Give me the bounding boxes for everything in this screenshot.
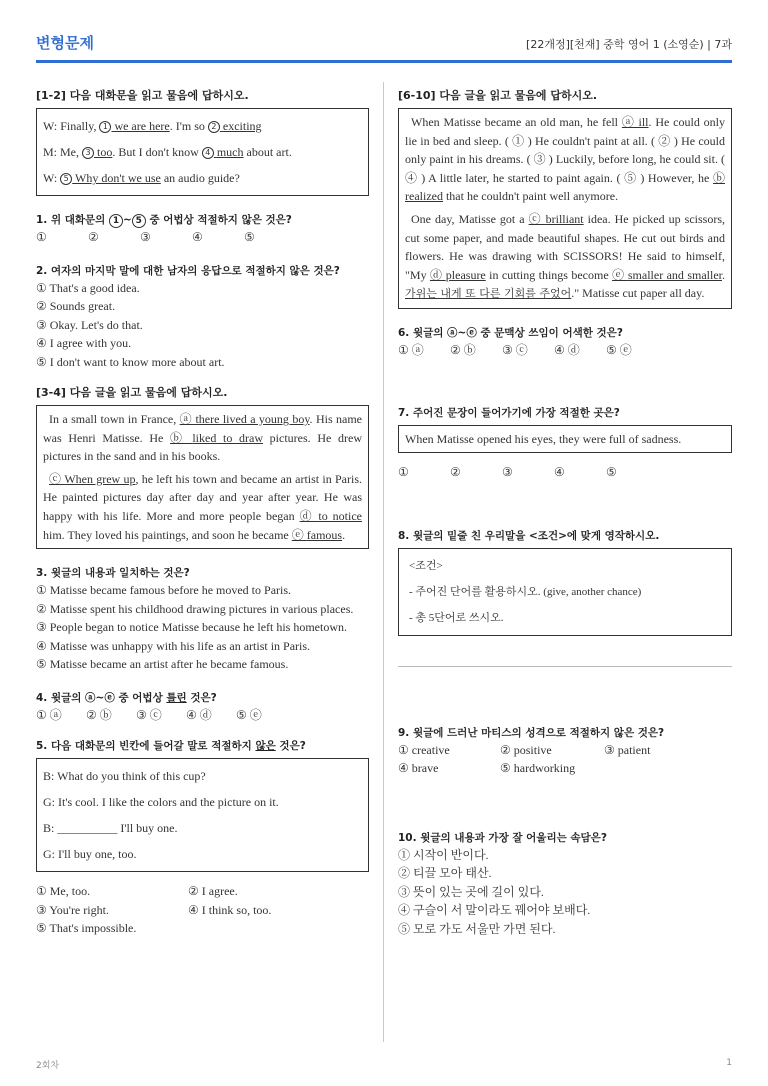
dialogue-line: M: Me, 3 too. But I don't know 4 much about art. bbox=[43, 145, 292, 159]
dialogue-line: G: It's cool. I like the colors and the picture on it. bbox=[43, 795, 279, 810]
header-rule bbox=[36, 60, 732, 63]
question-2: 2. 여자의 마지막 말에 대한 남자의 응답으로 적절하지 않은 것은? bbox=[36, 264, 340, 277]
dialogue-line: B: __________ I'll buy one. bbox=[43, 821, 178, 836]
question-4: 4. 윗글의 ⓐ~ⓔ 중 어법상 틀린 것은? bbox=[36, 691, 217, 704]
option[interactable]: ④ I think so, too. bbox=[188, 902, 272, 917]
condition-box bbox=[398, 548, 732, 636]
option[interactable]: ① bbox=[398, 465, 409, 480]
dialogue-line: B: What do you think of this cup? bbox=[43, 769, 206, 784]
q5-options bbox=[36, 882, 369, 938]
dialogue-box-5 bbox=[36, 758, 369, 872]
passage-box-6-10 bbox=[398, 108, 732, 309]
option[interactable]: ② ⓑ bbox=[86, 707, 112, 722]
option[interactable]: ③ patient bbox=[604, 742, 651, 757]
q4-options bbox=[36, 706, 369, 725]
option[interactable]: ① ⓐ bbox=[398, 342, 424, 357]
question-3: 3. 윗글의 내용과 일치하는 것은? bbox=[36, 567, 190, 580]
option[interactable]: ④ bbox=[192, 230, 203, 244]
option[interactable]: ③ bbox=[502, 465, 513, 480]
option[interactable]: ⑤ bbox=[606, 465, 617, 480]
option[interactable]: ⑤ Matisse became an artist after he became famous. bbox=[36, 657, 289, 672]
option[interactable]: ① creative bbox=[398, 742, 450, 757]
dialogue-line: W: 5 Why don't we use an audio guide? bbox=[43, 171, 240, 185]
option[interactable]: ④ ⓓ bbox=[186, 707, 212, 722]
question-1: 1. 위 대화문의 1 ~ 5 중 어법상 적절하지 않은 것은? bbox=[36, 214, 292, 226]
option[interactable]: ⑤ hardworking bbox=[500, 761, 576, 776]
passage-paragraph: One day, Matisse got a ⓒ brilliant idea. He picked up scissors, cut some paper, and made beautiful shapes. He cut out birds and flowers. He was drawing with SCISSORS! He said to himself, "My ⓓ pleasure in cutting things become ⓔ smaller and smaller. 가위는 내게 또 다른 기회를 주었어." Matisse cut paper all day. bbox=[405, 211, 725, 301]
option[interactable]: ④ I agree with you. bbox=[36, 336, 132, 350]
option[interactable]: ⑤ ⓔ bbox=[606, 342, 632, 357]
option[interactable]: ① Matisse became famous before he moved to Paris. bbox=[36, 583, 292, 598]
option[interactable]: ② Matisse spent his childhood drawing pictures in various places. bbox=[36, 601, 354, 616]
option[interactable]: ③ People began to notice Matisse because he left his hometown. bbox=[36, 620, 348, 635]
page-title: 변형문제 bbox=[36, 34, 94, 52]
question-9: 9. 윗글에 드러난 마티스의 성격으로 적절하지 않은 것은? bbox=[398, 726, 665, 739]
passage-box-3-4 bbox=[36, 405, 369, 549]
option[interactable]: ④ bbox=[554, 465, 565, 480]
option[interactable]: ② bbox=[88, 230, 99, 244]
option[interactable]: ② I agree. bbox=[188, 884, 238, 899]
page-number: 1 bbox=[726, 1058, 732, 1068]
option[interactable]: ④ brave bbox=[398, 761, 439, 776]
option[interactable]: ④ ⓓ bbox=[554, 342, 580, 357]
option[interactable]: ① Me, too. bbox=[36, 884, 91, 899]
question-7: 7. 주어진 문장이 들어가기에 가장 적절한 곳은? bbox=[398, 407, 620, 420]
option[interactable]: ② 티끌 모아 태산. bbox=[398, 866, 492, 881]
q7-options bbox=[398, 463, 732, 482]
column-divider bbox=[383, 82, 384, 1042]
dialogue-box-1 bbox=[36, 108, 369, 196]
korean-underlined-sentence: 가위는 내게 또 다른 기회를 주었어 bbox=[405, 287, 572, 301]
option[interactable]: ④ Matisse was unhappy with his life as an artist in Paris. bbox=[36, 638, 311, 653]
given-sentence-box: When Matisse opened his eyes, they were full of sadness. bbox=[398, 425, 732, 453]
option[interactable]: ② positive bbox=[500, 742, 552, 757]
section-heading-3-4: [3-4] 다음 글을 읽고 물음에 답하시오. bbox=[36, 386, 228, 399]
q1-options bbox=[36, 228, 369, 247]
question-6: 6. 윗글의 ⓐ~ⓔ 중 문맥상 쓰임이 어색한 것은? bbox=[398, 326, 623, 339]
option[interactable]: ④ 구슬이 서 말이라도 꿰어야 보배다. bbox=[398, 903, 591, 918]
q9-options bbox=[398, 759, 732, 778]
option[interactable]: ⑤ That's impossible. bbox=[36, 921, 137, 936]
section-heading-6-10: [6-10] 다음 글을 읽고 물음에 답하시오. bbox=[398, 89, 598, 102]
question-5: 5. 다음 대화문의 빈칸에 들어갈 말로 적절하지 않은 것은? bbox=[36, 740, 306, 753]
option[interactable]: ③ Okay. Let's do that. bbox=[36, 317, 143, 332]
left-column bbox=[36, 88, 369, 938]
dialogue-line: G: I'll buy one, too. bbox=[43, 847, 137, 862]
dialogue-line: W: Finally, 1 we are here. I'm so 2 exciting bbox=[43, 119, 262, 133]
condition-title: <조건> bbox=[409, 559, 443, 572]
option[interactable]: ③ You're right. bbox=[36, 902, 109, 917]
question-10: 10. 윗글의 내용과 가장 잘 어울리는 속담은? bbox=[398, 831, 607, 844]
passage-paragraph: When Matisse became an old man, he fell ⓐ ill. He could only lie in bed and sleep. ( ① ) He couldn't paint at all. ( ② ) He could only paint in his dreams. ( ③ ) Luckily, before long, he could sit. ( ④ ) A little later, he started to paint again. ( ⑤ ) However, he ⓑ realized that he couldn't paint well anymore. bbox=[405, 115, 725, 204]
option[interactable]: ③ 뜻이 있는 곳에 길이 있다. bbox=[398, 884, 544, 899]
option[interactable]: ① 시작이 반이다. bbox=[398, 847, 489, 862]
option[interactable]: ② Sounds great. bbox=[36, 299, 116, 313]
option[interactable]: ⑤ 모로 가도 서울만 가면 된다. bbox=[398, 921, 556, 936]
option[interactable]: ⑤ ⓔ bbox=[236, 707, 262, 722]
answer-line[interactable] bbox=[398, 666, 732, 667]
condition-item: - 주어진 단어를 활용하시오. (give, another chance) bbox=[409, 585, 642, 598]
q6-options bbox=[398, 341, 732, 360]
passage-paragraph: In a small town in France, ⓐ there lived a young boy. His name was Henri Matisse. He ⓑ liked to draw pictures. He drew pictures in the sand and in his books. bbox=[43, 412, 362, 464]
option[interactable]: ② bbox=[450, 465, 461, 480]
course-info: [22개정][천재] 중학 영어 1 (소영순) | 7과 bbox=[526, 38, 732, 51]
condition-item: - 총 5단어로 쓰시오. bbox=[409, 611, 504, 624]
option[interactable]: ① bbox=[36, 230, 47, 244]
option[interactable]: ③ bbox=[140, 230, 151, 244]
right-column bbox=[398, 88, 732, 938]
option[interactable]: ① ⓐ bbox=[36, 707, 62, 722]
option[interactable]: ② ⓑ bbox=[450, 342, 476, 357]
page-header bbox=[36, 30, 732, 60]
question-8: 8. 윗글의 밑줄 친 우리말을 <조건>에 맞게 영작하시오. bbox=[398, 529, 660, 542]
option[interactable]: ① That's a good idea. bbox=[36, 280, 140, 295]
q9-options bbox=[398, 741, 732, 760]
footer-round: 2회차 bbox=[36, 1061, 60, 1071]
option[interactable]: ③ ⓒ bbox=[502, 342, 528, 357]
option[interactable]: ⑤ I don't want to know more about art. bbox=[36, 354, 225, 369]
option[interactable]: ③ ⓒ bbox=[136, 707, 162, 722]
section-heading-1-2: [1-2] 다음 대화문을 읽고 물음에 답하시오. bbox=[36, 89, 249, 102]
passage-paragraph: ⓒ When grew up, he left his town and became an artist in Paris. He painted pictures day after day and year after year. He was happy with his life. More and more people began ⓓ to notice him. They loved his paintings, and soon he became ⓔ famous. bbox=[43, 471, 362, 542]
option[interactable]: ⑤ bbox=[244, 230, 255, 244]
